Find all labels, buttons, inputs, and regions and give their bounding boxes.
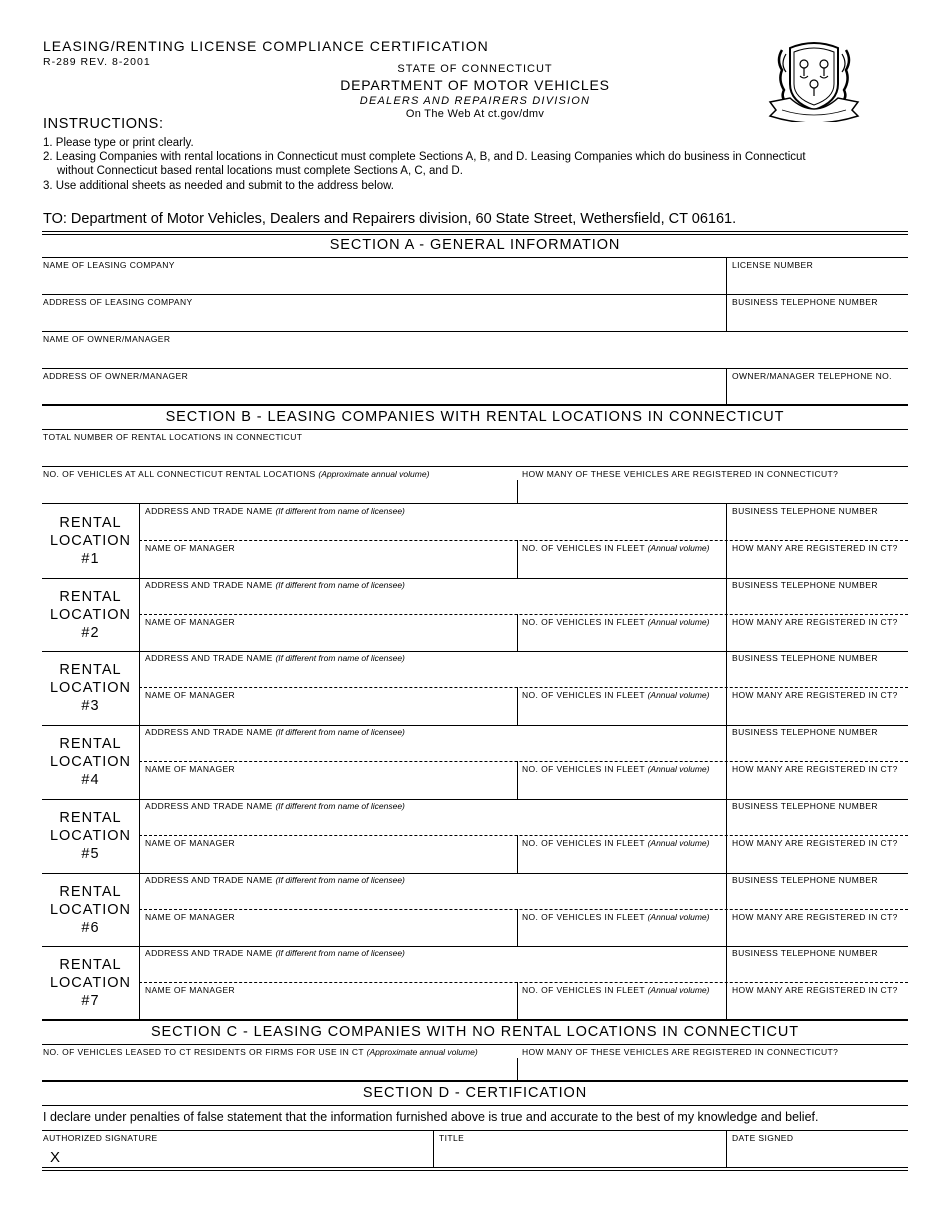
divider xyxy=(139,651,140,725)
divider xyxy=(726,725,727,799)
section-d-title: SECTION D - CERTIFICATION xyxy=(362,1085,588,1101)
instruction-item: 3. Use additional sheets as needed and submit to the address below. xyxy=(43,180,394,192)
divider xyxy=(42,1167,908,1168)
field-note: (If different from name of licensee) xyxy=(275,580,405,590)
location-word: LOCATION xyxy=(49,533,132,549)
divider xyxy=(726,1130,727,1168)
registered-in-ct-field[interactable]: HOW MANY OF THESE VEHICLES ARE REGISTERED IN CONNECTICUT? xyxy=(522,469,839,479)
divider xyxy=(517,480,518,504)
field-note: (Approximate annual volume) xyxy=(366,1047,478,1057)
location-word: LOCATION xyxy=(49,607,132,623)
form-number: R-289 REV. 8-2001 xyxy=(43,56,151,68)
registered-in-ct-field[interactable]: HOW MANY ARE REGISTERED IN CT? xyxy=(732,985,898,995)
division-name: DEALERS AND REPAIRERS DIVISION xyxy=(359,95,591,107)
address-trade-name-field[interactable] xyxy=(145,580,405,590)
divider xyxy=(42,257,908,258)
rental-location-label xyxy=(42,883,139,937)
location-word: LOCATION xyxy=(49,902,132,918)
signature-mark: X xyxy=(50,1149,61,1166)
location-word: LOCATION xyxy=(49,754,132,770)
name-of-manager-field[interactable]: NAME OF MANAGER xyxy=(145,690,236,700)
location-number: #4 xyxy=(81,772,100,788)
vehicles-leased-field[interactable] xyxy=(43,1047,478,1057)
field-note: (If different from name of licensee) xyxy=(275,801,405,811)
location-word: LOCATION xyxy=(49,680,132,696)
field-label: ADDRESS AND TRADE NAME xyxy=(145,801,273,811)
address-of-leasing-company-field[interactable]: ADDRESS OF LEASING COMPANY xyxy=(43,297,193,307)
license-number-field[interactable]: LICENSE NUMBER xyxy=(732,260,814,270)
location-number: #6 xyxy=(81,920,100,936)
location-word: RENTAL xyxy=(59,957,122,973)
divider xyxy=(42,231,908,232)
field-note: (Annual volume) xyxy=(647,912,710,922)
location-word: RENTAL xyxy=(59,810,122,826)
instructions-heading: INSTRUCTIONS: xyxy=(43,116,164,132)
divider xyxy=(42,1019,908,1021)
divider xyxy=(517,1058,518,1082)
state-seal-icon xyxy=(768,40,860,122)
registered-in-ct-field[interactable]: HOW MANY OF THESE VEHICLES ARE REGISTERED IN CONNECTICUT? xyxy=(522,1047,839,1057)
rental-location-label xyxy=(42,661,139,715)
divider xyxy=(42,1130,908,1131)
divider xyxy=(42,1105,908,1106)
divider xyxy=(517,540,518,578)
vehicles-in-fleet-field[interactable] xyxy=(522,543,709,553)
divider xyxy=(517,687,518,725)
registered-in-ct-field[interactable]: HOW MANY ARE REGISTERED IN CT? xyxy=(732,764,898,774)
divider xyxy=(42,404,908,406)
divider xyxy=(42,1080,908,1082)
field-label: NO. OF VEHICLES IN FLEET xyxy=(522,543,645,553)
divider xyxy=(139,504,140,578)
business-telephone-field[interactable]: BUSINESS TELEPHONE NUMBER xyxy=(732,506,878,516)
vehicles-in-fleet-field[interactable] xyxy=(522,764,709,774)
rental-location-label xyxy=(42,588,139,642)
field-note: (Annual volume) xyxy=(647,838,710,848)
authorized-signature-field[interactable]: AUTHORIZED SIGNATURE xyxy=(43,1133,158,1143)
rental-location-label xyxy=(42,514,139,568)
field-note: (Annual volume) xyxy=(647,543,710,553)
name-of-manager-field[interactable]: NAME OF MANAGER xyxy=(145,617,236,627)
field-label: ADDRESS AND TRADE NAME xyxy=(145,506,273,516)
registered-in-ct-field[interactable]: HOW MANY ARE REGISTERED IN CT? xyxy=(732,543,898,553)
field-label: NO. OF VEHICLES IN FLEET xyxy=(522,764,645,774)
section-c-title: SECTION C - LEASING COMPANIES WITH NO RENTAL LOCATIONS IN CONNECTICUT xyxy=(150,1024,800,1040)
field-label: NO. OF VEHICLES LEASED TO CT RESIDENTS OR FIRMS FOR USE IN CT xyxy=(43,1047,364,1057)
location-number: #2 xyxy=(81,625,100,641)
divider xyxy=(726,257,727,331)
rental-location-label xyxy=(42,956,139,1010)
vehicles-all-locations-field[interactable] xyxy=(43,469,429,479)
divider xyxy=(42,429,908,430)
registered-in-ct-field[interactable]: HOW MANY ARE REGISTERED IN CT? xyxy=(732,838,898,848)
divider xyxy=(42,503,908,504)
certification-statement: I declare under penalties of false statement that the information furnished above is true and accurate to the best of my knowledge and belief. xyxy=(43,1110,819,1124)
name-of-leasing-company-field[interactable]: NAME OF LEASING COMPANY xyxy=(43,260,175,270)
location-number: #5 xyxy=(81,846,100,862)
divider xyxy=(42,1170,908,1171)
field-label: NO. OF VEHICLES IN FLEET xyxy=(522,912,645,922)
address-trade-name-field[interactable] xyxy=(145,801,405,811)
business-telephone-field[interactable]: BUSINESS TELEPHONE NUMBER xyxy=(732,297,878,307)
field-label: NO. OF VEHICLES IN FLEET xyxy=(522,690,645,700)
location-word: RENTAL xyxy=(59,736,122,752)
divider xyxy=(42,725,908,726)
divider xyxy=(139,835,908,836)
divider xyxy=(139,946,140,1020)
divider xyxy=(139,761,908,762)
divider xyxy=(139,540,908,541)
field-label: NO. OF VEHICLES IN FLEET xyxy=(522,617,645,627)
vehicles-in-fleet-field[interactable] xyxy=(522,690,709,700)
business-telephone-field[interactable]: BUSINESS TELEPHONE NUMBER xyxy=(732,875,878,885)
mailing-address: TO: Department of Motor Vehicles, Dealers and Repairers division, 60 State Street, Wethersfield, CT 06161. xyxy=(43,211,737,227)
field-note: (Annual volume) xyxy=(647,617,710,627)
name-of-manager-field[interactable]: NAME OF MANAGER xyxy=(145,764,236,774)
field-label: NO. OF VEHICLES IN FLEET xyxy=(522,838,645,848)
business-telephone-field[interactable]: BUSINESS TELEPHONE NUMBER xyxy=(732,727,878,737)
department-name: DEPARTMENT OF MOTOR VEHICLES xyxy=(340,77,610,93)
divider xyxy=(42,368,908,369)
location-word: RENTAL xyxy=(59,515,122,531)
field-label: NO. OF VEHICLES IN FLEET xyxy=(522,985,645,995)
field-note: (Annual volume) xyxy=(647,690,710,700)
divider xyxy=(139,614,908,615)
field-note: (Annual volume) xyxy=(647,764,710,774)
field-label: ADDRESS AND TRADE NAME xyxy=(145,653,273,663)
web-address: On The Web At ct.gov/dmv xyxy=(405,108,545,120)
business-telephone-field[interactable]: BUSINESS TELEPHONE NUMBER xyxy=(732,801,878,811)
vehicles-in-fleet-field[interactable] xyxy=(522,912,709,922)
divider xyxy=(42,799,908,800)
rental-location-label xyxy=(42,809,139,863)
address-trade-name-field[interactable] xyxy=(145,948,405,958)
address-trade-name-field[interactable] xyxy=(145,506,405,516)
date-signed-field[interactable]: DATE SIGNED xyxy=(732,1133,794,1143)
name-of-manager-field[interactable]: NAME OF MANAGER xyxy=(145,543,236,553)
divider xyxy=(726,504,727,578)
divider xyxy=(139,799,140,873)
business-telephone-field[interactable]: BUSINESS TELEPHONE NUMBER xyxy=(732,653,878,663)
divider xyxy=(517,909,518,946)
name-of-manager-field[interactable]: NAME OF MANAGER xyxy=(145,912,236,922)
owner-telephone-field[interactable]: OWNER/MANAGER TELEPHONE NO. xyxy=(732,371,892,381)
divider xyxy=(517,982,518,1020)
vehicles-in-fleet-field[interactable] xyxy=(522,985,709,995)
divider xyxy=(42,466,908,467)
location-word: LOCATION xyxy=(49,828,132,844)
field-note: (If different from name of licensee) xyxy=(275,727,405,737)
location-number: #7 xyxy=(81,993,100,1009)
registered-in-ct-field[interactable]: HOW MANY ARE REGISTERED IN CT? xyxy=(732,690,898,700)
field-note: (If different from name of licensee) xyxy=(275,653,405,663)
location-word: LOCATION xyxy=(49,975,132,991)
total-rental-locations-field[interactable]: TOTAL NUMBER OF RENTAL LOCATIONS IN CONNECTICUT xyxy=(43,432,303,442)
location-word: RENTAL xyxy=(59,589,122,605)
divider xyxy=(139,725,140,799)
divider xyxy=(42,651,908,652)
divider xyxy=(42,946,908,947)
divider xyxy=(517,835,518,873)
vehicles-in-fleet-field[interactable] xyxy=(522,838,709,848)
divider xyxy=(517,614,518,651)
instruction-item: 1. Please type or print clearly. xyxy=(43,137,194,149)
vehicles-in-fleet-field[interactable] xyxy=(522,617,709,627)
divider xyxy=(726,368,727,405)
instruction-item: 2. Leasing Companies with rental locations in Connecticut must complete Sections A, B, and D. Leasing Companies which do business in Connecticut xyxy=(43,151,806,163)
section-b-title: SECTION B - LEASING COMPANIES WITH RENTAL LOCATIONS IN CONNECTICUT xyxy=(165,409,785,425)
form-title: LEASING/RENTING LICENSE COMPLIANCE CERTIFICATION xyxy=(43,38,489,54)
title-field[interactable]: TITLE xyxy=(439,1133,465,1143)
field-label: ADDRESS AND TRADE NAME xyxy=(145,727,273,737)
divider xyxy=(726,946,727,1020)
field-note: (Annual volume) xyxy=(647,985,710,995)
address-trade-name-field[interactable] xyxy=(145,727,405,737)
business-telephone-field[interactable]: BUSINESS TELEPHONE NUMBER xyxy=(732,580,878,590)
location-number: #3 xyxy=(81,698,100,714)
name-of-manager-field[interactable]: NAME OF MANAGER xyxy=(145,985,236,995)
instruction-item: without Connecticut based rental locations must complete Sections A, C, and D. xyxy=(57,165,463,177)
state-name: STATE OF CONNECTICUT xyxy=(397,63,553,75)
divider xyxy=(42,873,908,874)
divider xyxy=(139,982,908,983)
field-label: ADDRESS AND TRADE NAME xyxy=(145,948,273,958)
section-a-title: SECTION A - GENERAL INFORMATION xyxy=(329,237,621,253)
rental-location-label xyxy=(42,735,139,789)
address-of-owner-field[interactable]: ADDRESS OF OWNER/MANAGER xyxy=(43,371,189,381)
field-note: (If different from name of licensee) xyxy=(275,875,405,885)
field-note: (If different from name of licensee) xyxy=(275,506,405,516)
divider xyxy=(726,799,727,873)
divider xyxy=(42,234,908,235)
divider xyxy=(139,687,908,688)
field-label: ADDRESS AND TRADE NAME xyxy=(145,875,273,885)
divider xyxy=(517,761,518,799)
registered-in-ct-field[interactable]: HOW MANY ARE REGISTERED IN CT? xyxy=(732,912,898,922)
location-word: RENTAL xyxy=(59,884,122,900)
divider xyxy=(433,1130,434,1168)
name-of-manager-field[interactable]: NAME OF MANAGER xyxy=(145,838,236,848)
business-telephone-field[interactable]: BUSINESS TELEPHONE NUMBER xyxy=(732,948,878,958)
registered-in-ct-field[interactable]: HOW MANY ARE REGISTERED IN CT? xyxy=(732,617,898,627)
address-trade-name-field[interactable] xyxy=(145,875,405,885)
field-note: (If different from name of licensee) xyxy=(275,948,405,958)
field-label: NO. OF VEHICLES AT ALL CONNECTICUT RENTAL LOCATIONS xyxy=(43,469,316,479)
name-of-owner-field[interactable]: NAME OF OWNER/MANAGER xyxy=(43,334,171,344)
divider xyxy=(42,294,908,295)
location-word: RENTAL xyxy=(59,662,122,678)
divider xyxy=(42,1044,908,1045)
address-trade-name-field[interactable] xyxy=(145,653,405,663)
divider xyxy=(726,651,727,725)
field-label: ADDRESS AND TRADE NAME xyxy=(145,580,273,590)
location-number: #1 xyxy=(81,551,100,567)
divider xyxy=(139,909,908,910)
field-note: (Approximate annual volume) xyxy=(318,469,430,479)
divider xyxy=(42,578,908,579)
divider xyxy=(42,331,908,332)
